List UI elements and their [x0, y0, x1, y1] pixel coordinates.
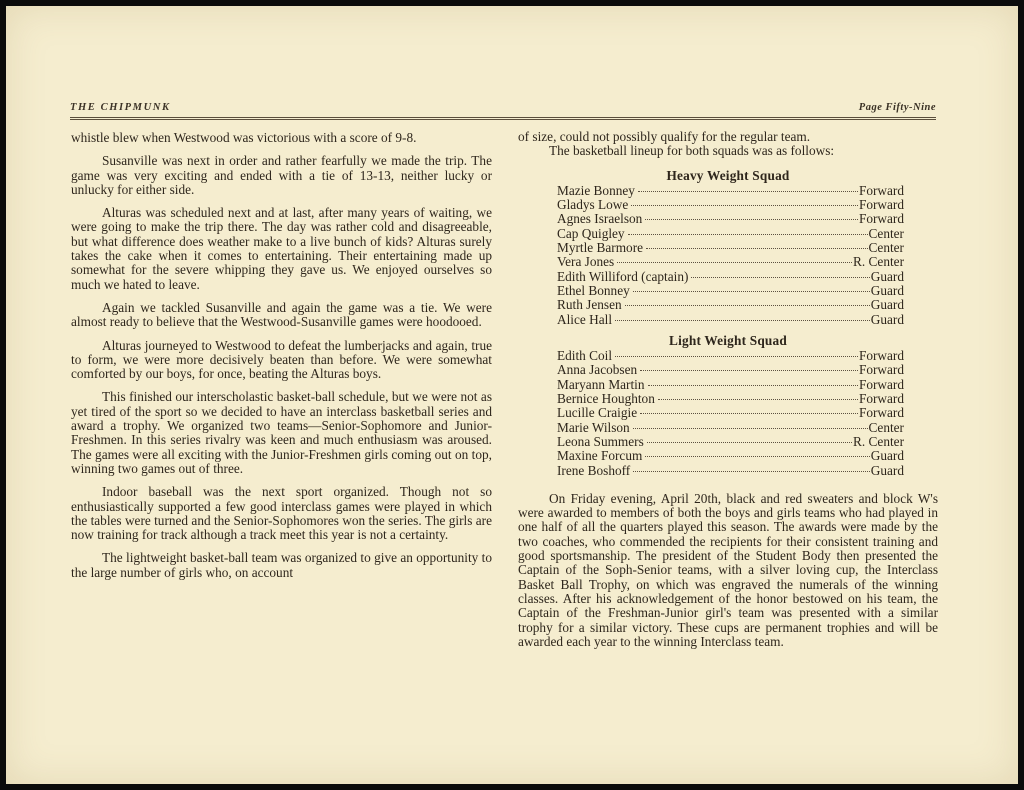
player-position: Guard [870, 282, 904, 298]
roster-row [557, 406, 904, 420]
header-rule-double [70, 119, 936, 120]
player-name: Irene Boshoff [557, 462, 631, 478]
paragraph: whistle blew when Westwood was victorious with a score of 9-8. [71, 130, 417, 145]
light-squad-roster [557, 349, 904, 478]
roster-row [557, 464, 904, 478]
player-name: Ethel Bonney [557, 282, 630, 298]
roster-row [557, 212, 904, 226]
paragraph: This finished our interscholastic basket-ball schedule, but we were not as yet tired of the sport so we decided to have an interclass basketball series and award a trophy. We organized two teams—Senior-Sophomore and Junior-Freshmen. In this series rivalry was keen and much enthusiasm was aroused. The games were all exciting with the Junior-Freshmen girls coming out on top, winning two games out of three. [71, 389, 492, 476]
paragraph: The lightweight basket-ball team was organized to give an opportunity to the large number of girls who, on account [71, 550, 492, 580]
right-column [518, 130, 938, 658]
dot-leader [633, 428, 868, 429]
header-rule [70, 117, 936, 118]
player-name: Gladys Lowe [557, 197, 629, 213]
player-name: Myrtle Barmore [557, 240, 644, 256]
player-position: Center [868, 225, 904, 241]
player-name: Ruth Jensen [557, 297, 622, 313]
dot-leader [647, 442, 852, 443]
paragraph: On Friday evening, April 20th, black and red sweaters and block W's were awarded to members of both the boys and girls teams who had played in one half of all the quarters played this season. The awards were made by the two coaches, who commended the recipients for their consistent training and good sportsmanship. The president of the Student Body then presented the Captain of the Soph-Senior teams, with a silver loving cup, the Interclass Basket Ball Trophy, on which was engraved the numerals of the winning classes. After his acknowledgement of the honor bestowed on his team, the Captain of the Freshman-Junior girl's team was presented with a similar trophy for a similar victory. These cups are permanent trophies and will be awarded each year to the winning Interclass team. [518, 490, 938, 649]
roster-row [557, 184, 904, 198]
dot-leader [645, 456, 869, 457]
dot-leader [638, 191, 858, 192]
dot-leader [646, 248, 868, 249]
roster-row [557, 255, 904, 269]
player-position: Guard [870, 448, 904, 464]
player-position: Center [868, 240, 904, 256]
roster-row [557, 241, 904, 255]
dot-leader [645, 219, 858, 220]
dot-leader [628, 234, 868, 235]
roster-row [557, 421, 904, 435]
player-position: Forward [858, 391, 904, 407]
dot-leader [617, 262, 852, 263]
player-position: Forward [858, 182, 904, 198]
player-name: Alice Hall [557, 311, 613, 327]
roster-row [557, 313, 904, 327]
player-name: Edith Williford (captain) [557, 268, 689, 284]
paragraph: The basketball lineup for both squads was as follows: [549, 143, 835, 159]
roster-row [557, 435, 904, 449]
heavy-squad-heading: Heavy Weight Squad [666, 167, 790, 183]
player-position: R. Center [853, 433, 904, 449]
roster-row [557, 349, 904, 363]
player-name: Maxine Forcum [557, 448, 643, 464]
player-name: Agnes Israelson [557, 211, 643, 227]
roster-row [557, 198, 904, 212]
player-position: Forward [858, 348, 904, 364]
roster-row [557, 392, 904, 406]
roster-row [557, 363, 904, 377]
paragraph: Alturas was scheduled next and at last, after many years of waiting, we were going to make the trip there. The day was rather cold and disagreeable, but what difference does weather make to a live bunch of kids? Alturas surely takes the cake when it comes to entertaining. Their entertaining made up somewhat for the severe whipping they gave us. We enjoyed ourselves so much we hated to leave. [71, 205, 492, 292]
player-position: Forward [858, 211, 904, 227]
running-header-title: THE CHIPMUNK [70, 102, 171, 113]
player-position: R. Center [853, 254, 904, 270]
roster-row [557, 270, 904, 284]
player-name: Marie Wilson [557, 419, 630, 435]
dot-leader [631, 205, 858, 206]
dot-leader [615, 320, 870, 321]
dot-leader [640, 370, 858, 371]
player-name: Bernice Houghton [557, 391, 655, 407]
roster-row [557, 298, 904, 312]
paragraph: Susanville was next in order and rather fearfully we made the trip. The game was very exciting and ended with a tie of 13-13, neither lucky or unlucky for either side. [71, 153, 492, 197]
roster-row [557, 227, 904, 241]
player-name: Anna Jacobsen [557, 362, 638, 378]
page-number: Page Fifty-Nine [858, 102, 936, 113]
dot-leader [691, 277, 869, 278]
player-position: Forward [858, 362, 904, 378]
player-name: Leona Summers [557, 433, 644, 449]
roster-row [557, 378, 904, 392]
player-position: Guard [870, 268, 904, 284]
player-position: Forward [858, 405, 904, 421]
dot-leader [658, 399, 858, 400]
roster-row [557, 284, 904, 298]
left-column [71, 131, 492, 589]
player-name: Mazie Bonney [557, 182, 635, 198]
player-name: Maryann Martin [557, 376, 645, 392]
dot-leader [633, 471, 870, 472]
player-position: Guard [870, 311, 904, 327]
dot-leader [648, 385, 858, 386]
player-position: Forward [858, 197, 904, 213]
player-name: Lucille Craigie [557, 405, 638, 421]
paragraph: of size, could not possibly qualify for the regular team. [518, 129, 811, 144]
light-squad-heading: Light Weight Squad [669, 332, 787, 348]
paragraph: Indoor baseball was the next sport organized. Though not so enthusiastically supported a few good interclass games were played in which the tables were turned and the Senior-Sophomores won the series. The girls are now training for track although a track meet this year is not a certainty. [71, 484, 492, 543]
paragraph: Again we tackled Susanville and again the game was a tie. We were almost ready to believe that the Westwood-Susanville games were hoodooed. [71, 299, 492, 330]
paragraph: Alturas journeyed to Westwood to defeat the lumberjacks and again, true to form, we were more decisively beaten than before. We were somewhat comforted by our boys, for once, beating the Alturas boys. [71, 337, 492, 382]
player-name: Vera Jones [557, 254, 615, 270]
dot-leader [615, 356, 858, 357]
book-page-spread [6, 6, 1018, 784]
dot-leader [633, 291, 870, 292]
roster-row [557, 449, 904, 463]
dot-leader [640, 413, 858, 414]
dot-leader [625, 305, 870, 306]
player-position: Forward [858, 376, 904, 392]
player-position: Center [868, 419, 904, 435]
player-position: Guard [870, 462, 904, 478]
player-position: Guard [870, 297, 904, 313]
heavy-squad-roster [557, 184, 904, 327]
player-name: Edith Coil [557, 348, 613, 364]
player-name: Cap Quigley [557, 225, 625, 241]
